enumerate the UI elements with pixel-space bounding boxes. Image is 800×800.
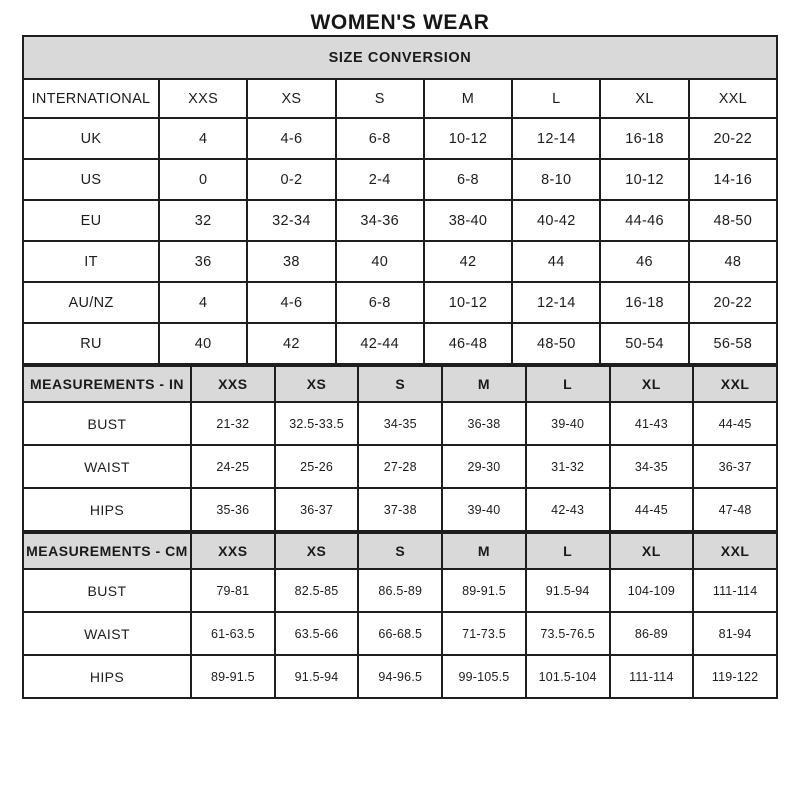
measurement-cell: 44-45	[693, 402, 777, 445]
row-label: WAIST	[23, 612, 191, 655]
size-cell: 42	[247, 323, 335, 364]
size-cell: 6-8	[336, 118, 424, 159]
table-row	[23, 402, 777, 445]
table-row	[23, 159, 777, 200]
size-cell: 40	[336, 241, 424, 282]
measurement-cell: 42-43	[526, 488, 610, 531]
size-cell: 48-50	[512, 323, 600, 364]
row-label: HIPS	[23, 655, 191, 698]
row-label: WAIST	[23, 445, 191, 488]
column-header: XXS	[191, 366, 275, 402]
column-header: XS	[275, 533, 359, 569]
size-cell: 32	[159, 200, 247, 241]
column-header: L	[526, 366, 610, 402]
size-cell: 40-42	[512, 200, 600, 241]
measurements-cm-table	[22, 532, 778, 699]
measurement-cell: 81-94	[693, 612, 777, 655]
size-cell: 20-22	[689, 282, 777, 323]
column-header: XXS	[159, 79, 247, 118]
column-header: S	[358, 533, 442, 569]
size-cell: 50-54	[600, 323, 688, 364]
size-cell: 10-12	[424, 282, 512, 323]
row-label: IT	[23, 241, 159, 282]
table-row	[23, 241, 777, 282]
size-cell: 16-18	[600, 118, 688, 159]
size-cell: 44-46	[600, 200, 688, 241]
size-cell: 0-2	[247, 159, 335, 200]
row-label: EU	[23, 200, 159, 241]
size-cell: 20-22	[689, 118, 777, 159]
measurement-cell: 86.5-89	[358, 569, 442, 612]
measurements-cm-title: MEASUREMENTS - CM	[23, 533, 191, 569]
row-label: RU	[23, 323, 159, 364]
measurement-cell: 25-26	[275, 445, 359, 488]
column-header-row	[23, 533, 777, 569]
size-cell: 34-36	[336, 200, 424, 241]
measurement-cell: 35-36	[191, 488, 275, 531]
measurement-cell: 66-68.5	[358, 612, 442, 655]
measurement-cell: 39-40	[526, 402, 610, 445]
size-cell: 14-16	[689, 159, 777, 200]
measurement-cell: 21-32	[191, 402, 275, 445]
size-cell: 42	[424, 241, 512, 282]
column-header: M	[424, 79, 512, 118]
size-cell: 6-8	[336, 282, 424, 323]
size-cell: 4	[159, 118, 247, 159]
measurement-cell: 36-37	[275, 488, 359, 531]
measurement-cell: 37-38	[358, 488, 442, 531]
measurement-cell: 27-28	[358, 445, 442, 488]
column-header: S	[358, 366, 442, 402]
row-label: BUST	[23, 402, 191, 445]
measurement-cell: 71-73.5	[442, 612, 526, 655]
row-label: HIPS	[23, 488, 191, 531]
measurement-cell: 86-89	[610, 612, 694, 655]
size-cell: 46-48	[424, 323, 512, 364]
measurement-cell: 47-48	[693, 488, 777, 531]
column-header-row	[23, 366, 777, 402]
column-header: XL	[610, 533, 694, 569]
measurement-cell: 89-91.5	[442, 569, 526, 612]
size-cell: 36	[159, 241, 247, 282]
table-row	[23, 569, 777, 612]
page-title: WOMEN'S WEAR	[310, 11, 490, 34]
measurements-in-title: MEASUREMENTS - IN	[23, 366, 191, 402]
measurement-cell: 36-38	[442, 402, 526, 445]
size-cell: 4	[159, 282, 247, 323]
size-cell: 8-10	[512, 159, 600, 200]
size-cell: 12-14	[512, 118, 600, 159]
measurement-cell: 104-109	[610, 569, 694, 612]
table-title-row	[23, 36, 777, 79]
measurement-cell: 101.5-104	[526, 655, 610, 698]
column-header: XS	[247, 79, 335, 118]
size-cell: 38-40	[424, 200, 512, 241]
column-header: M	[442, 366, 526, 402]
measurement-cell: 94-96.5	[358, 655, 442, 698]
table-row	[23, 323, 777, 364]
measurement-cell: 111-114	[610, 655, 694, 698]
measurement-cell: 91.5-94	[526, 569, 610, 612]
column-header: S	[336, 79, 424, 118]
column-header-row	[23, 79, 777, 118]
size-cell: 16-18	[600, 282, 688, 323]
measurement-cell: 31-32	[526, 445, 610, 488]
measurement-cell: 34-35	[610, 445, 694, 488]
measurement-cell: 79-81	[191, 569, 275, 612]
measurement-cell: 41-43	[610, 402, 694, 445]
column-header: L	[512, 79, 600, 118]
column-header: XXL	[693, 533, 777, 569]
measurement-cell: 63.5-66	[275, 612, 359, 655]
size-cell: 32-34	[247, 200, 335, 241]
table-row	[23, 200, 777, 241]
size-cell: 48-50	[689, 200, 777, 241]
row-label: AU/NZ	[23, 282, 159, 323]
column-header: M	[442, 533, 526, 569]
measurement-cell: 99-105.5	[442, 655, 526, 698]
size-cell: 38	[247, 241, 335, 282]
table-row	[23, 118, 777, 159]
size-cell: 0	[159, 159, 247, 200]
column-header: XXL	[693, 366, 777, 402]
table-row	[23, 488, 777, 531]
measurement-cell: 39-40	[442, 488, 526, 531]
size-cell: 42-44	[336, 323, 424, 364]
measurement-cell: 32.5-33.5	[275, 402, 359, 445]
size-cell: 6-8	[424, 159, 512, 200]
size-cell: 44	[512, 241, 600, 282]
table-row	[23, 612, 777, 655]
size-cell: 56-58	[689, 323, 777, 364]
measurement-cell: 34-35	[358, 402, 442, 445]
size-cell: 46	[600, 241, 688, 282]
column-header: XL	[610, 366, 694, 402]
size-conversion-table	[22, 35, 778, 365]
row-label: UK	[23, 118, 159, 159]
measurement-cell: 111-114	[693, 569, 777, 612]
size-conversion-title: SIZE CONVERSION	[23, 36, 777, 79]
column-header: XXS	[191, 533, 275, 569]
measurement-cell: 29-30	[442, 445, 526, 488]
column-header: INTERNATIONAL	[23, 79, 159, 118]
measurement-cell: 73.5-76.5	[526, 612, 610, 655]
column-header: XXL	[689, 79, 777, 118]
size-cell: 4-6	[247, 118, 335, 159]
size-cell: 40	[159, 323, 247, 364]
measurement-cell: 119-122	[693, 655, 777, 698]
measurement-cell: 44-45	[610, 488, 694, 531]
table-row	[23, 655, 777, 698]
row-label: US	[23, 159, 159, 200]
table-row	[23, 282, 777, 323]
measurement-cell: 24-25	[191, 445, 275, 488]
measurement-cell: 61-63.5	[191, 612, 275, 655]
size-cell: 12-14	[512, 282, 600, 323]
column-header: L	[526, 533, 610, 569]
table-row	[23, 445, 777, 488]
measurement-cell: 36-37	[693, 445, 777, 488]
row-label: BUST	[23, 569, 191, 612]
size-cell: 2-4	[336, 159, 424, 200]
measurement-cell: 89-91.5	[191, 655, 275, 698]
column-header: XL	[600, 79, 688, 118]
size-cell: 4-6	[247, 282, 335, 323]
size-cell: 48	[689, 241, 777, 282]
column-header: XS	[275, 366, 359, 402]
measurement-cell: 91.5-94	[275, 655, 359, 698]
size-cell: 10-12	[424, 118, 512, 159]
measurements-in-table	[22, 365, 778, 532]
measurement-cell: 82.5-85	[275, 569, 359, 612]
size-cell: 10-12	[600, 159, 688, 200]
